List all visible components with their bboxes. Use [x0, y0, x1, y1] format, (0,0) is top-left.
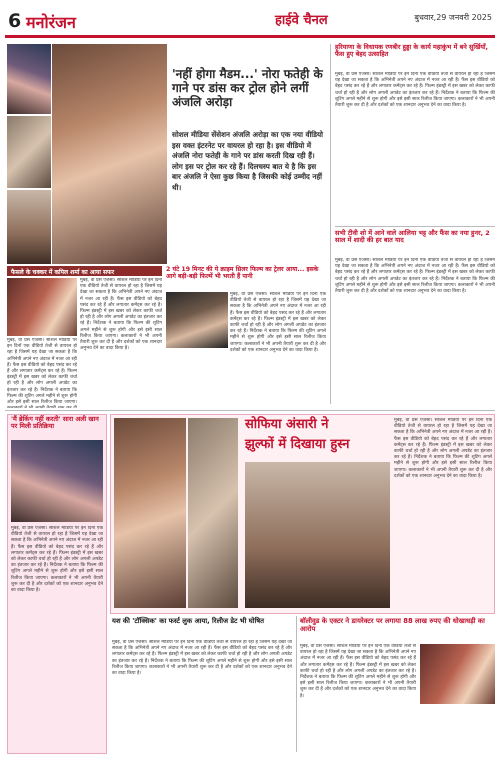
lead-photo-small-3 — [7, 190, 51, 264]
right-mid-body: मुंबई, वी प्रेस एजेंसी। सोशल मीडिया पर इन दिनों एक वीडियो तेजी से वायरल हो रहा है जिसमें यह देखा जा सकता है कि अभिनेत्री अपने नए अंदाज में नजर आ रही हैं। फैंस इस वीडियो को बेहद पसंद कर रहे हैं और लगातार कमेंट्स कर रहे हैं। फिल्म इंडस्ट्री में इस खबर को लेकर काफी चर्चा हो रही है और लोग अगली अपडेट का इंतजार कर रहे हैं। निर्देशक ने बताया कि फिल्म की शूटिंग अगले महीने से शुरू होगी और इसे इसी साल रिलीज किया जाएगा। कलाकारों ने भी अपनी तैयारी शुरू कर दी है और दर्शकों को एक शानदार अनुभव देने का वादा किया है। — [335, 258, 495, 295]
column-divider-2 — [296, 616, 297, 752]
pink-story-headline: 'मैं ब्रेकिंग नहीं करती' सारा अली खान पर मिली प्रतिक्रिया — [11, 415, 99, 431]
left-story-headline: फैसले के चक्कर में कपिल शर्मा का आया सफर — [11, 269, 115, 276]
sofia-photo-2 — [188, 418, 238, 608]
right-top-body: मुंबई, वी प्रेस एजेंसी। सोशल मीडिया पर इन दिनों एक वीडियो तेजी से वायरल हो रहा है जिसमें यह देखा जा सकता है कि अभिनेत्री अपने नए अंदाज में नजर आ रही हैं। फैंस इस वीडियो को बेहद पसंद कर रहे हैं और लगातार कमेंट्स कर रहे हैं। फिल्म इंडस्ट्री में इस खबर को लेकर काफी चर्चा हो रही है और लोग अगली अपडेट का इंतजार कर रहे हैं। निर्देशक ने बताया कि फिल्म की शूटिंग अगले महीने से शुरू होगी और इसे इसी साल रिलीज किया जाएगा। कलाकारों ने भी अपनी तैयारी शुरू कर दी है और दर्शकों को एक शानदार अनुभव देने का वादा किया है। — [335, 72, 495, 109]
left-story-body: मुंबई, वी प्रेस एजेंसी। सोशल मीडिया पर इन दिनों एक वीडियो तेजी से वायरल हो रहा है जिसमें यह देखा जा सकता है कि अभिनेत्री अपने नए अंदाज में नजर आ रही हैं। फैंस इस वीडियो को बेहद पसंद कर रहे हैं और लगातार कमेंट्स कर रहे हैं। फिल्म इंडस्ट्री में इस खबर को लेकर काफी चर्चा हो रही है और लोग अगली अपडेट का इंतजार कर रहे हैं। निर्देशक ने बताया कि फिल्म की शूटिंग अगले महीने से शुरू होगी और इसे इसी साल रिलीज किया जाएगा। कलाकारों ने भी अपनी तैयारी शुरू कर दी है और दर्शकों को एक शानदार अनुभव देने का वादा किया है। — [80, 278, 162, 352]
page-header — [0, 0, 500, 46]
section-title: मनोरंजन — [26, 13, 76, 32]
sofia-photo-1 — [114, 418, 186, 608]
pink-story-body: मुंबई, वी प्रेस एजेंसी। सोशल मीडिया पर इन दिनों एक वीडियो तेजी से वायरल हो रहा है जिसमें यह देखा जा सकता है कि अभिनेत्री अपने नए अंदाज में नजर आ रही हैं। फैंस इस वीडियो को बेहद पसंद कर रहे हैं और लगातार कमेंट्स कर रहे हैं। फिल्म इंडस्ट्री में इस खबर को लेकर काफी चर्चा हो रही है और लोग अगली अपडेट का इंतजार कर रहे हैं। निर्देशक ने बताया कि फिल्म की शूटिंग अगले महीने से शुरू होगी और इसे इसी साल रिलीज किया जाएगा। कलाकारों ने भी अपनी तैयारी शुरू कर दी है और दर्शकों को एक शानदार अनुभव देने का वादा किया है। — [11, 526, 103, 594]
bottom-mid-headline: यश की 'टॉक्सिक' का फर्स्ट लुक आया, रिलीज डेट भी घोषित — [112, 617, 265, 625]
center-body: मुंबई, वी प्रेस एजेंसी। सोशल मीडिया पर इन दिनों एक वीडियो तेजी से वायरल हो रहा है जिसमें यह देखा जा सकता है कि अभिनेत्री अपने नए अंदाज में नजर आ रही हैं। फैंस इस वीडियो को बेहद पसंद कर रहे हैं और लगातार कमेंट्स कर रहे हैं। फिल्म इंडस्ट्री में इस खबर को लेकर काफी चर्चा हो रही है और लोग अगली अपडेट का इंतजार कर रहे हैं। निर्देशक ने बताया कि फिल्म की शूटिंग अगले महीने से शुरू होगी और इसे इसी साल रिलीज किया जाएगा। कलाकारों ने भी अपनी तैयारी शुरू कर दी है और दर्शकों को एक शानदार अनुभव देने का वादा किया है। — [230, 292, 326, 353]
left-story-photo — [7, 278, 77, 336]
left-story-body-2: मुंबई, वी प्रेस एजेंसी। सोशल मीडिया पर इन दिनों एक वीडियो तेजी से वायरल हो रहा है जिसमें यह देखा जा सकता है कि अभिनेत्री अपने नए अंदाज में नजर आ रही हैं। फैंस इस वीडियो को बेहद पसंद कर रहे हैं और लगातार कमेंट्स कर रहे हैं। फिल्म इंडस्ट्री में इस खबर को लेकर काफी चर्चा हो रही है और लोग अगली अपडेट का इंतजार कर रहे हैं। निर्देशक ने बताया कि फिल्म की शूटिंग अगले महीने से शुरू होगी और इसे इसी साल रिलीज किया जाएगा। — [7, 338, 77, 406]
bottom-right-body: मुंबई, वी प्रेस एजेंसी। सोशल मीडिया पर इन दिनों एक वीडियो तेजी से वायरल हो रहा है जिसमें यह देखा जा सकता है कि अभिनेत्री अपने नए अंदाज में नजर आ रही हैं। फैंस इस वीडियो को बेहद पसंद कर रहे हैं और लगातार कमेंट्स कर रहे हैं। फिल्म इंडस्ट्री में इस खबर को लेकर काफी चर्चा हो रही है और लोग अगली अपडेट का इंतजार कर रहे हैं। निर्देशक ने बताया कि फिल्म की शूटिंग अगले महीने से शुरू होगी और इसे इसी साल रिलीज किया जाएगा। कलाकारों ने भी अपनी तैयारी शुरू कर दी है और दर्शकों को एक शानदार अनुभव देने का वादा किया है। — [300, 644, 416, 699]
bottom-mid-body: मुंबई, वी प्रेस एजेंसी। सोशल मीडिया पर इन दिनों एक वीडियो तेजी से वायरल हो रहा है जिसमें यह देखा जा सकता है कि अभिनेत्री अपने नए अंदाज में नजर आ रही हैं। फैंस इस वीडियो को बेहद पसंद कर रहे हैं और लगातार कमेंट्स कर रहे हैं। फिल्म इंडस्ट्री में इस खबर को लेकर काफी चर्चा हो रही है और लोग अगली अपडेट का इंतजार कर रहे हैं। निर्देशक ने बताया कि फिल्म की शूटिंग अगले महीने से शुरू होगी और इसे इसी साल रिलीज किया जाएगा। कलाकारों ने भी अपनी तैयारी शुरू कर दी है और दर्शकों को एक शानदार अनुभव देने का वादा किया है। — [112, 640, 292, 677]
lead-deck: सोशल मीडिया सेंसेशन अंजलि अरोड़ा का एक नया वीडियो इस वक्त इंटरनेट पर वायरल हो रहा है। इस वीडियो में अंजलि नोरा फतेही के गाने पर डांस करती दिख रही हैं। लोग इस पर ट्रोल कर रहे हैं। दिलचस्प बात ये है कि इस बार अंजलि ने ऐसा कुछ किया है जिसकी कोई उम्मीद नहीं थी। — [172, 130, 324, 192]
sofia-headline-1: सोफिया अंसारी ने — [245, 417, 329, 432]
mid-divider — [5, 410, 495, 411]
right-mid-headline: सभी टीवी शो में आने वाले आलिया भट्ट और फैंस का नया हुनर, 2 साल में शादी की हर बात याद — [335, 229, 490, 245]
sofia-photo-3 — [245, 462, 390, 608]
lead-headline: 'नहीं होगा मैडम...' नोरा फतेही के गाने पर डांस कर ट्रोल होने लगीं अंजलि अरोड़ा — [172, 67, 323, 109]
left-story-bar — [7, 266, 162, 276]
center-headline: 2 घंटे 19 मिनट की ये क्राइम थ्रिलर फिल्म का ट्रेलर आया... इसके आगे बड़ी-बड़ी फिल्में भी भरती हैं पानी — [166, 266, 319, 281]
header-rule — [5, 35, 495, 38]
issue-date: बुधवार,29 जनवरी 2025 — [414, 13, 492, 22]
page-number: 6 — [8, 10, 22, 32]
right-divider — [335, 226, 495, 227]
lead-photo-small-2 — [7, 116, 51, 188]
lead-photo-main — [52, 44, 167, 264]
right-top-headline: हरियाणा के विधायक रणबीर हुड्डा के कार्य महाकुंभ में बने सुर्खियाँ, फैंस हुए बेहद उत्साहित — [335, 43, 488, 59]
bottom-right-photo — [420, 644, 495, 704]
pink-story-photo — [11, 440, 103, 522]
publication-name: हाईवे चैनल — [275, 13, 328, 28]
center-photo — [166, 292, 228, 348]
lead-photo-small-1 — [7, 44, 51, 114]
bottom-right-headline: बॉलीवुड के एक्टर ने डायरेक्टर पर लगाया 88 लाख रुपए की धोखाधड़ी का आरोप — [300, 617, 485, 633]
sofia-headline-2: झुल्फों में दिखाया हुस्न — [245, 437, 350, 452]
column-divider-1 — [330, 44, 331, 404]
sofia-body: मुंबई, वी प्रेस एजेंसी। सोशल मीडिया पर इन दिनों एक वीडियो तेजी से वायरल हो रहा है जिसमें यह देखा जा सकता है कि अभिनेत्री अपने नए अंदाज में नजर आ रही हैं। फैंस इस वीडियो को बेहद पसंद कर रहे हैं और लगातार कमेंट्स कर रहे हैं। फिल्म इंडस्ट्री में इस खबर को लेकर काफी चर्चा हो रही है और लोग अगली अपडेट का इंतजार कर रहे हैं। निर्देशक ने बताया कि फिल्म की शूटिंग अगले महीने से शुरू होगी और इसे इसी साल रिलीज किया जाएगा। कलाकारों ने भी अपनी तैयारी शुरू कर दी है और दर्शकों को एक शानदार अनुभव देने का वादा किया है। — [394, 418, 492, 479]
